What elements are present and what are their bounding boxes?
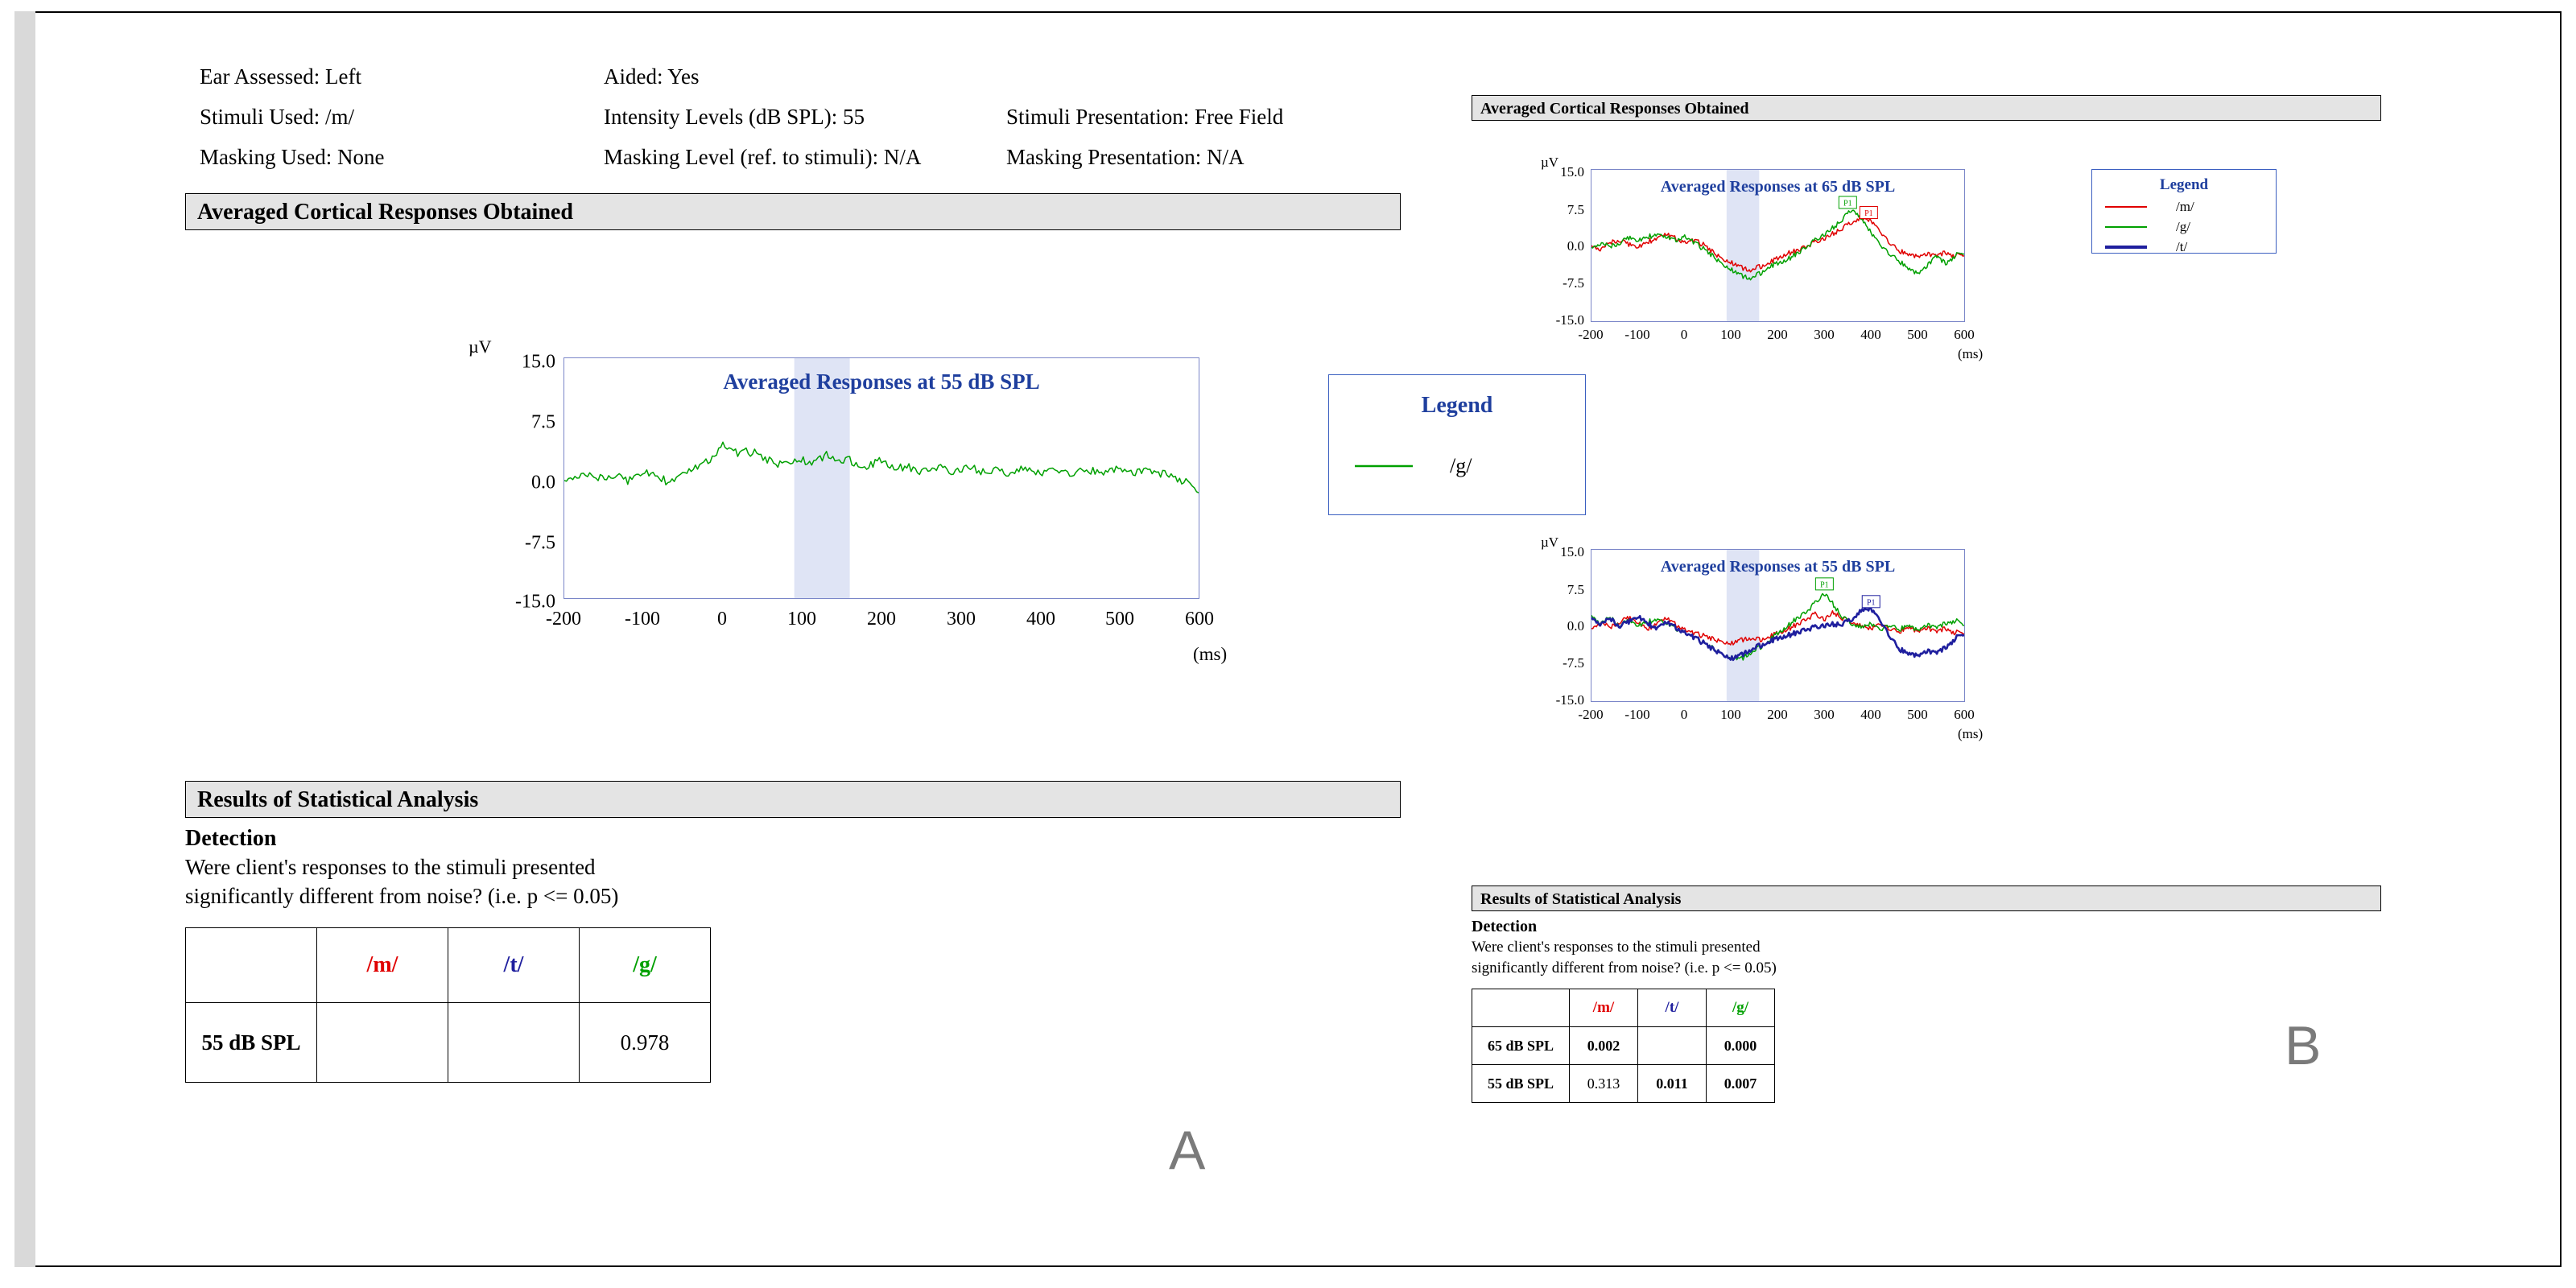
chart-b65-container bbox=[1472, 135, 2381, 441]
meta-stimuli-presentation: Stimuli Presentation: Free Field bbox=[1006, 105, 1284, 129]
left-gray-bar bbox=[14, 11, 35, 1267]
table-header-t: /t/ bbox=[448, 928, 580, 1003]
chart-b65-xtick-0: 0 bbox=[1680, 327, 1688, 342]
table-row-label-55: 55 dB SPL bbox=[186, 1003, 317, 1083]
table-cell-65-g: 0.000 bbox=[1707, 1027, 1775, 1065]
table-row-label-65: 65 dB SPL bbox=[1472, 1027, 1570, 1065]
chart-b65-plot-area bbox=[1591, 169, 1965, 322]
table-row bbox=[186, 1003, 711, 1083]
chart-a-xtick-0: 0 bbox=[717, 609, 727, 630]
chart-a-plot-area bbox=[564, 357, 1199, 599]
meta-stimuli-used: Stimuli Used: /m/ bbox=[200, 105, 355, 129]
chart-b65-ytick-15: 15.0 bbox=[1560, 164, 1584, 180]
chart-a-ytick-0: 0.0 bbox=[531, 472, 555, 493]
legend-line-g-icon bbox=[1352, 460, 1416, 473]
chart-b65-xtick--200: -200 bbox=[1578, 327, 1604, 342]
chart-b65-ytick-7_5: 7.5 bbox=[1567, 202, 1584, 217]
meta-masking-level: Masking Level (ref. to stimuli): N/A bbox=[604, 145, 922, 169]
chart-b55-container bbox=[1472, 515, 2381, 821]
chart-a-container bbox=[185, 330, 1493, 708]
chart-a-xtick--200: -200 bbox=[546, 609, 581, 630]
panel-a bbox=[185, 64, 1493, 1208]
chart-b55-xtick-0: 0 bbox=[1680, 707, 1688, 722]
chart-b-legend-label-m: /m/ bbox=[2176, 199, 2194, 214]
chart-b55-ytick-neg15: -15.0 bbox=[1555, 692, 1584, 708]
panel-a-letter: A bbox=[1169, 1120, 1206, 1181]
chart-b65-xtick-400: 400 bbox=[1860, 327, 1881, 342]
table-corner-cell bbox=[186, 928, 317, 1003]
chart-b65-ytick-0: 0.0 bbox=[1567, 238, 1584, 254]
table-header-t: /t/ bbox=[1638, 989, 1707, 1027]
chart-b55-ytick-0: 0.0 bbox=[1567, 618, 1584, 634]
chart-b55-ytick-7_5: 7.5 bbox=[1567, 582, 1584, 597]
stats-table-b bbox=[1472, 989, 1775, 1103]
legend-line-m-icon bbox=[2103, 202, 2149, 212]
svg-text:P1: P1 bbox=[1843, 199, 1852, 208]
chart-b65-xtick-600: 600 bbox=[1954, 327, 1975, 342]
table-header-g: /g/ bbox=[580, 928, 711, 1003]
chart-a-ytick-neg7_5: -7.5 bbox=[525, 532, 555, 554]
detection-heading-a: Detection bbox=[185, 826, 277, 851]
chart-b55-xtick--200: -200 bbox=[1578, 707, 1604, 722]
table-header-row bbox=[1472, 989, 1775, 1027]
chart-b-legend-label-t: /t/ bbox=[2176, 239, 2188, 254]
panel-b bbox=[1472, 80, 2518, 1208]
table-header-g: /g/ bbox=[1707, 989, 1775, 1027]
chart-b65-xtick--100: -100 bbox=[1624, 327, 1650, 342]
table-cell-55-g: 0.007 bbox=[1707, 1065, 1775, 1103]
chart-b-legend-title: Legend bbox=[2159, 176, 2209, 193]
meta-ear-assessed: Ear Assessed: Left bbox=[200, 64, 361, 89]
chart-b-legend bbox=[2091, 169, 2277, 254]
chart-a-ytick-15: 15.0 bbox=[522, 351, 555, 373]
chart-b65-ytick-neg7_5: -7.5 bbox=[1563, 275, 1584, 291]
chart-b55-title: Averaged Responses at 55 dB SPL bbox=[1660, 558, 1896, 576]
chart-b55-xtick-500: 500 bbox=[1907, 707, 1928, 722]
svg-text:P1: P1 bbox=[1866, 598, 1876, 608]
panel-a-metadata bbox=[185, 64, 1417, 169]
table-cell-65-m: 0.002 bbox=[1570, 1027, 1638, 1065]
stats-table-a bbox=[185, 927, 711, 1083]
chart-a-legend-label-g: /g/ bbox=[1450, 454, 1472, 477]
chart-a-xtick--100: -100 bbox=[625, 609, 660, 630]
chart-a-xtick-300: 300 bbox=[947, 609, 976, 630]
table-row bbox=[1472, 1065, 1775, 1103]
table-header-row bbox=[186, 928, 711, 1003]
chart-b55-y-unit: µV bbox=[1541, 535, 1559, 550]
chart-a-xtick-200: 200 bbox=[867, 609, 896, 630]
chart-b65-xtick-500: 500 bbox=[1907, 327, 1928, 342]
section-header-averaged-responses-b: Averaged Cortical Responses Obtained bbox=[1472, 95, 2381, 121]
chart-b65-xtick-100: 100 bbox=[1720, 327, 1741, 342]
table-cell-55-g: 0.978 bbox=[580, 1003, 711, 1083]
table-row bbox=[1472, 1027, 1775, 1065]
table-cell-65-t bbox=[1638, 1027, 1707, 1065]
table-cell-55-t bbox=[448, 1003, 580, 1083]
detection-heading-b: Detection bbox=[1472, 918, 1538, 935]
table-corner-cell bbox=[1472, 989, 1570, 1027]
chart-b65-y-unit: µV bbox=[1541, 155, 1559, 170]
section-header-statistics-b: Results of Statistical Analysis bbox=[1472, 886, 2381, 911]
chart-b55-ytick-neg7_5: -7.5 bbox=[1563, 655, 1584, 671]
table-cell-55-m: 0.313 bbox=[1570, 1065, 1638, 1103]
chart-b55-xtick-600: 600 bbox=[1954, 707, 1975, 722]
meta-masking-presentation: Masking Presentation: N/A bbox=[1006, 145, 1245, 169]
section-header-statistics-a: Results of Statistical Analysis bbox=[185, 781, 1401, 818]
panel-b-letter: B bbox=[2285, 1015, 2322, 1076]
chart-b55-xtick-400: 400 bbox=[1860, 707, 1881, 722]
chart-b65-xtick-300: 300 bbox=[1814, 327, 1835, 342]
chart-b55-ytick-15: 15.0 bbox=[1560, 544, 1584, 559]
svg-text:P1: P1 bbox=[1864, 209, 1873, 219]
chart-a-ytick-7_5: 7.5 bbox=[531, 411, 555, 433]
chart-b65-x-unit: (ms) bbox=[1958, 346, 1984, 361]
chart-b65-xtick-200: 200 bbox=[1767, 327, 1788, 342]
chart-a-title: Averaged Responses at 55 dB SPL bbox=[723, 369, 1040, 394]
chart-b65-title: Averaged Responses at 65 dB SPL bbox=[1660, 178, 1896, 196]
chart-b55-plot-area bbox=[1591, 549, 1965, 702]
chart-a-y-unit: µV bbox=[469, 336, 492, 357]
detection-question-line1-b: Were client's responses to the stimuli presented bbox=[1472, 939, 1761, 956]
chart-a-xtick-500: 500 bbox=[1105, 609, 1134, 630]
legend-line-t-icon bbox=[2103, 242, 2149, 252]
table-cell-55-t: 0.011 bbox=[1638, 1065, 1707, 1103]
chart-a-xtick-400: 400 bbox=[1026, 609, 1055, 630]
chart-b55-xtick-200: 200 bbox=[1767, 707, 1788, 722]
chart-a-legend-title: Legend bbox=[1421, 393, 1493, 418]
detection-question-line2-a: significantly different from noise? (i.e. p <= 0.05) bbox=[185, 884, 619, 908]
table-header-m: /m/ bbox=[1570, 989, 1638, 1027]
table-row-label-55: 55 dB SPL bbox=[1472, 1065, 1570, 1103]
detection-question-line1-a: Were client's responses to the stimuli presented bbox=[185, 855, 596, 879]
chart-a-xtick-100: 100 bbox=[787, 609, 816, 630]
chart-a-x-unit: (ms) bbox=[1193, 644, 1228, 664]
legend-line-g-icon bbox=[2103, 222, 2149, 232]
chart-b65-ytick-neg15: -15.0 bbox=[1555, 312, 1584, 328]
section-header-averaged-responses-a: Averaged Cortical Responses Obtained bbox=[185, 193, 1401, 230]
chart-b-legend-label-g: /g/ bbox=[2176, 219, 2190, 234]
table-header-m: /m/ bbox=[317, 928, 448, 1003]
chart-a-ytick-neg15: -15.0 bbox=[515, 591, 555, 613]
chart-b55-x-unit: (ms) bbox=[1958, 726, 1984, 741]
chart-a-xtick-600: 600 bbox=[1185, 609, 1214, 630]
svg-text:P1: P1 bbox=[1820, 580, 1829, 590]
detection-question-line2-b: significantly different from noise? (i.e. p <= 0.05) bbox=[1472, 960, 1777, 976]
meta-masking-used: Masking Used: None bbox=[200, 145, 385, 169]
chart-b55-xtick-100: 100 bbox=[1720, 707, 1741, 722]
chart-b55-xtick-300: 300 bbox=[1814, 707, 1835, 722]
table-cell-55-m bbox=[317, 1003, 448, 1083]
meta-intensity-levels: Intensity Levels (dB SPL): 55 bbox=[604, 105, 865, 129]
meta-aided: Aided: Yes bbox=[604, 64, 700, 89]
chart-b55-xtick--100: -100 bbox=[1624, 707, 1650, 722]
